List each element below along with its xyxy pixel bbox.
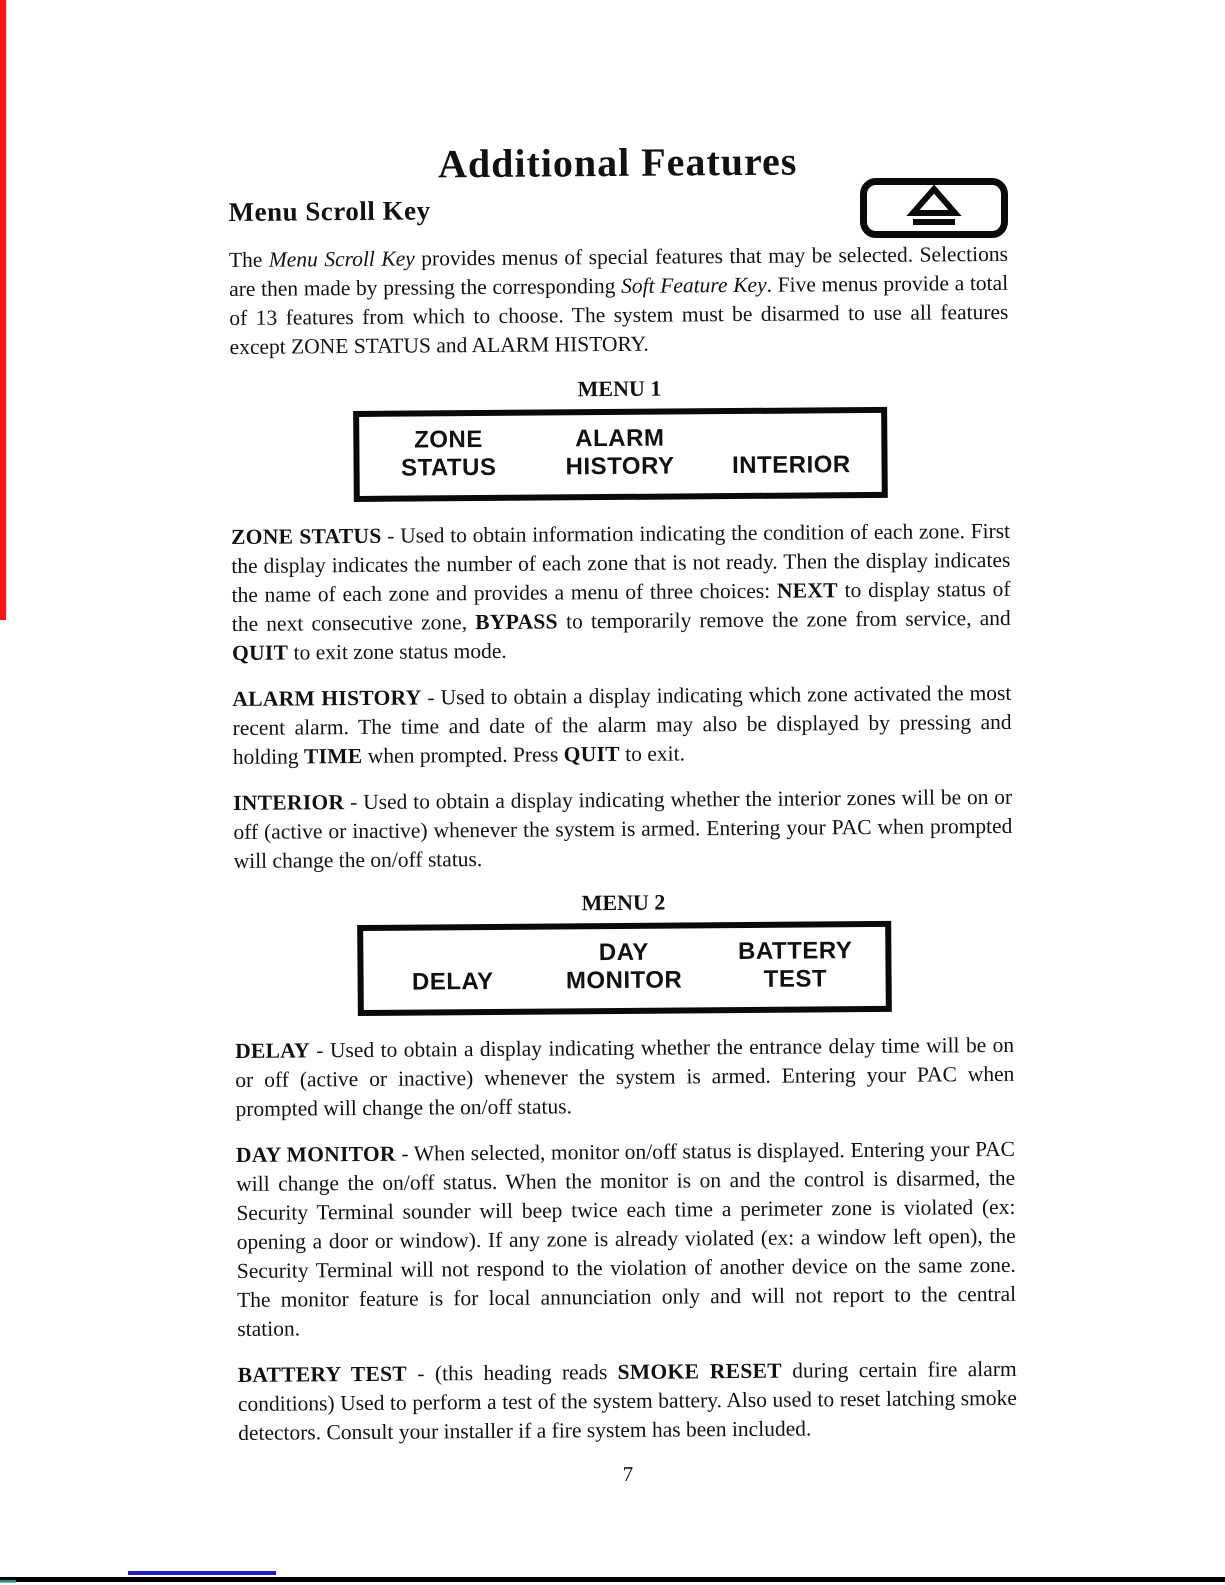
menu-item-line: INTERIOR — [731, 451, 851, 480]
paragraph-battery-test — [238, 1355, 1018, 1448]
menu-item-line — [367, 940, 539, 969]
term-quit: QUIT — [231, 640, 289, 665]
body-text: - (this heading reads — [406, 1359, 618, 1386]
body-text: when prompted. Press — [362, 742, 564, 768]
body-text: to display status of the next consecutive zone, — [231, 576, 1011, 636]
term-quit: QUIT — [563, 741, 620, 767]
term-alarm-history: ALARM HISTORY — [232, 685, 422, 711]
page-title: Additional Features — [437, 138, 798, 187]
menu-item-line — [705, 423, 877, 452]
menu2-label: MENU 2 — [581, 889, 666, 916]
body-text: to exit. — [619, 741, 686, 766]
page-number: 7 — [622, 1461, 634, 1486]
menu2-display-box — [357, 921, 892, 1016]
term-bypass: BYPASS — [475, 609, 558, 635]
menu1-item-interior — [705, 423, 877, 480]
menu-item-line: DAY — [598, 938, 649, 967]
intro-text: provides menus of special features that may be selected. Selections are then made by pressing the corresponding — [229, 241, 1008, 301]
menu2-item-day-monitor — [538, 938, 710, 995]
term-time: TIME — [303, 743, 363, 769]
scan-artifact-blue-line — [128, 1571, 276, 1575]
menu-item-line: BATTERY — [738, 937, 853, 966]
paragraph-zone-status — [231, 517, 1011, 668]
paragraph-alarm-history — [232, 679, 1012, 772]
scan-artifact-red-bar — [0, 0, 6, 620]
intro-text: . Five menus provide a total of 13 features from which to choose. The system must be disarmed to use all features except ZONE STATUS and ALARM HISTORY. — [229, 270, 1009, 359]
term-day-monitor: DAY MONITOR — [235, 1141, 396, 1167]
menu1-display-box — [353, 407, 888, 502]
body-text: during certain fire alarm conditions) Used to perform a test of the system battery. Also used to reset latching smoke detectors. Consult your installer if a fire system has been included. — [237, 1356, 1017, 1445]
menu1-item-zone-status — [363, 426, 535, 483]
term-next: NEXT — [776, 578, 838, 603]
body-text: - Used to obtain a display indicating whether the interior zones will be on or off (active or inactive) whenever the system is armed. Entering your PAC when prompted will change the on/off status. — [233, 784, 1013, 873]
body-text: - When selected, monitor on/off status is displayed. Entering your PAC will change the on/off status. When the monitor is on and the control is disarmed, the Security Terminal sounder will beep twice each time a perimeter zone is violated (ex: opening a door or window). If any zone is already violated (ex: a window left open), the Security Terminal will not respond to the violation of another device on the same zone. The monitor feature is for local annunciation only and will not report to the central station. — [236, 1136, 1017, 1341]
term-smoke-reset: SMOKE RESET — [617, 1358, 782, 1384]
term-battery-test: BATTERY TEST — [237, 1361, 408, 1387]
paragraph-day-monitor — [236, 1135, 1017, 1344]
term-delay: DELAY — [235, 1038, 311, 1063]
menu1-label: MENU 1 — [577, 375, 662, 402]
body-text: - Used to obtain a display indicating whether the entrance delay time will be on or off (active or inactive) whenever the system is armed. Entering your PAC when prompted will change the on/off status. — [235, 1032, 1015, 1121]
menu2-item-battery-test — [709, 937, 881, 994]
scan-artifact-bottom-rule — [0, 1577, 1225, 1582]
menu2-item-delay — [367, 940, 539, 997]
section-heading-menu-scroll-key: Menu Scroll Key — [228, 195, 431, 227]
body-text: - Used to obtain information indicating the condition of each zone. First the display indicates the number of each zone that is not ready. Then the display indicates the name of each zone and provides a menu of three choices: — [231, 518, 1011, 607]
menu-item-line: STATUS — [400, 453, 497, 482]
menu-item-line: HISTORY — [565, 452, 675, 481]
intro-paragraph — [229, 240, 1009, 362]
document-page — [228, 136, 1018, 1490]
menu-item-line: MONITOR — [565, 966, 683, 995]
intro-italic-soft-feature-key: Soft Feature Key — [621, 272, 767, 298]
intro-text: The — [228, 247, 269, 272]
intro-italic-menu-scroll-key: Menu Scroll Key — [268, 246, 415, 272]
menu-item-line: DELAY — [411, 967, 494, 996]
body-text: - Used to obtain a display indicating which zone activated the most recent alarm. The time and date of the alarm may also be displayed by pressing and holding — [232, 680, 1012, 769]
menu-item-line: TEST — [763, 965, 828, 993]
term-interior: INTERIOR — [233, 790, 345, 815]
body-text: to temporarily remove the zone from service, and — [557, 605, 1011, 634]
term-zone-status: ZONE STATUS — [231, 523, 382, 549]
scan-artifact-speck — [0, 1580, 16, 1583]
body-text: to exit zone status mode. — [288, 638, 507, 665]
paragraph-interior — [233, 783, 1013, 876]
menu-item-line: ALARM — [575, 424, 665, 453]
menu1-item-alarm-history — [534, 424, 706, 481]
paragraph-delay — [235, 1031, 1015, 1124]
menu-item-line: ZONE — [414, 426, 483, 454]
